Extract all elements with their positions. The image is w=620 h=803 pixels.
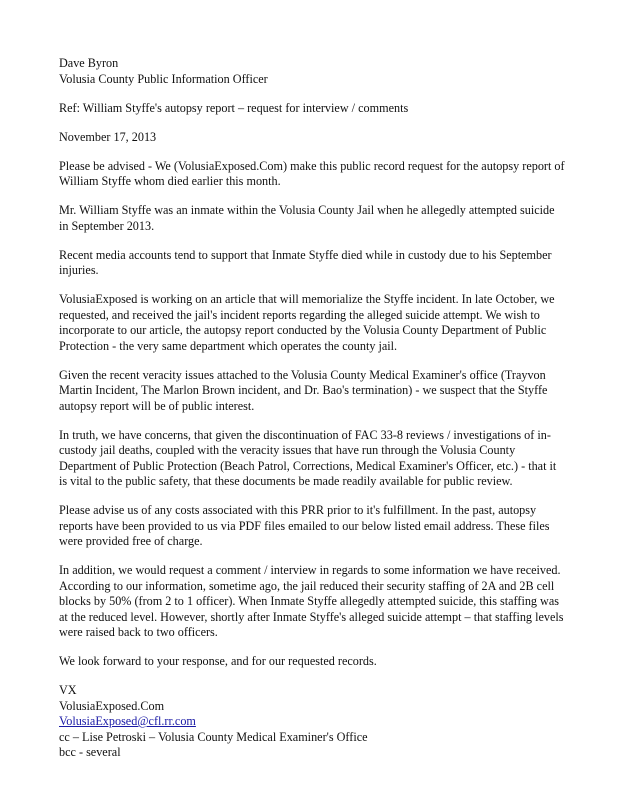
paragraph-line: In addition, we would request a comment / interview in regards to some information we have received. [59, 563, 561, 577]
paragraph-line: Recent media accounts tend to support that Inmate Styffe died while in custody due to his September [59, 247, 552, 262]
paragraph-line: reports have been provided to us via PDF files emailed to our below listed email address. These files [59, 518, 550, 533]
paragraph-line: requested, and received the jail's incident reports regarding the alleged suicide attempt. We wish to [59, 307, 540, 322]
signature-initials: VX [59, 683, 77, 697]
signature-block [59, 683, 579, 761]
recipient-title: Volusia County Public Information Officer [59, 71, 268, 86]
paragraph-line: Please be advised - We (VolusiaExposed.Com) make this public record request for the autopsy report of [59, 158, 565, 173]
paragraph-line: Department of Public Protection (Beach Patrol, Corrections, Medical Examiner's Officer, etc.) - that it [59, 458, 557, 473]
recipient-name: Dave Byron [59, 56, 119, 70]
paragraph-inmate [59, 203, 579, 234]
paragraph-media [59, 248, 579, 279]
cc-line: cc – Lise Petroski – Volusia County Medical Examiner's Office [59, 729, 368, 744]
date-text: November 17, 2013 [59, 129, 157, 144]
paragraph-line: In truth, we have concerns, that given the discontinuation of FAC 33-8 reviews / investigations of in- [59, 427, 551, 442]
paragraph-line: injuries. [59, 263, 99, 277]
paragraph-line: incorporate to our article, the autopsy report conducted by the Volusia County Department of Public [59, 323, 547, 337]
paragraph-line: at the reduced level. However, shortly after Inmate Styffe's alleged suicide attempt – that staffing levels [59, 609, 564, 624]
letter-page [59, 56, 579, 761]
paragraph-interview [59, 563, 579, 641]
recipient-block [59, 56, 579, 87]
paragraph-line: were provided free of charge. [59, 534, 203, 548]
paragraph-line: autopsy report will be of public interest. [59, 398, 255, 413]
paragraph-closing [59, 654, 579, 670]
paragraph-concerns [59, 428, 579, 490]
paragraph-line: is vital to the public safety, that these documents be made readily available for public review. [59, 474, 513, 488]
paragraph-line: Please advise us of any costs associated with this PRR prior to it's fulfillment. In the past, autopsy [59, 503, 537, 517]
paragraph-line: were raised back to two officers. [59, 625, 218, 639]
paragraph-line: in September 2013. [59, 218, 155, 233]
bcc-line: bcc - several [59, 745, 121, 759]
paragraph-request [59, 159, 579, 190]
paragraph-costs [59, 503, 579, 550]
signature-site: VolusiaExposed.Com [59, 698, 165, 713]
paragraph-line: According to our information, sometime ago, the jail reduced their security staffing of 2A and 2B cell [59, 578, 555, 593]
signature-email-row [59, 714, 579, 730]
letter-date [59, 130, 579, 146]
paragraph-line: We look forward to your response, and for our requested records. [59, 654, 377, 668]
reference-text: Ref: William Styffe's autopsy report – request for interview / comments [59, 100, 409, 115]
paragraph-line: William Styffe whom died earlier this month. [59, 174, 281, 188]
paragraph-veracity [59, 368, 579, 415]
paragraph-line: Protection - the very same department which operates the county jail. [59, 338, 398, 353]
reference-line [59, 101, 579, 117]
paragraph-line: Given the recent veracity issues attached to the Volusia County Medical Examiner's office (Trayvon [59, 367, 546, 382]
paragraph-article [59, 292, 579, 354]
email-link[interactable]: VolusiaExposed@cfl.rr.com [59, 714, 196, 728]
paragraph-line: blocks by 50% (from 2 to 1 officer). When Inmate Styffe allegedly attempted suicide, this staffing was [59, 594, 560, 608]
paragraph-line: Mr. William Styffe was an inmate within the Volusia County Jail when he allegedly attempted suicide [59, 203, 555, 217]
paragraph-line: custody jail deaths, coupled with the veracity issues that have run through the Volusia County [59, 443, 516, 457]
paragraph-line: Martin Incident, The Marlon Brown incident, and Dr. Bao's termination) - we suspect that the Styffe [59, 383, 548, 397]
paragraph-line: VolusiaExposed is working on an article that will memorialize the Styffe incident. In late October, we [59, 292, 555, 306]
